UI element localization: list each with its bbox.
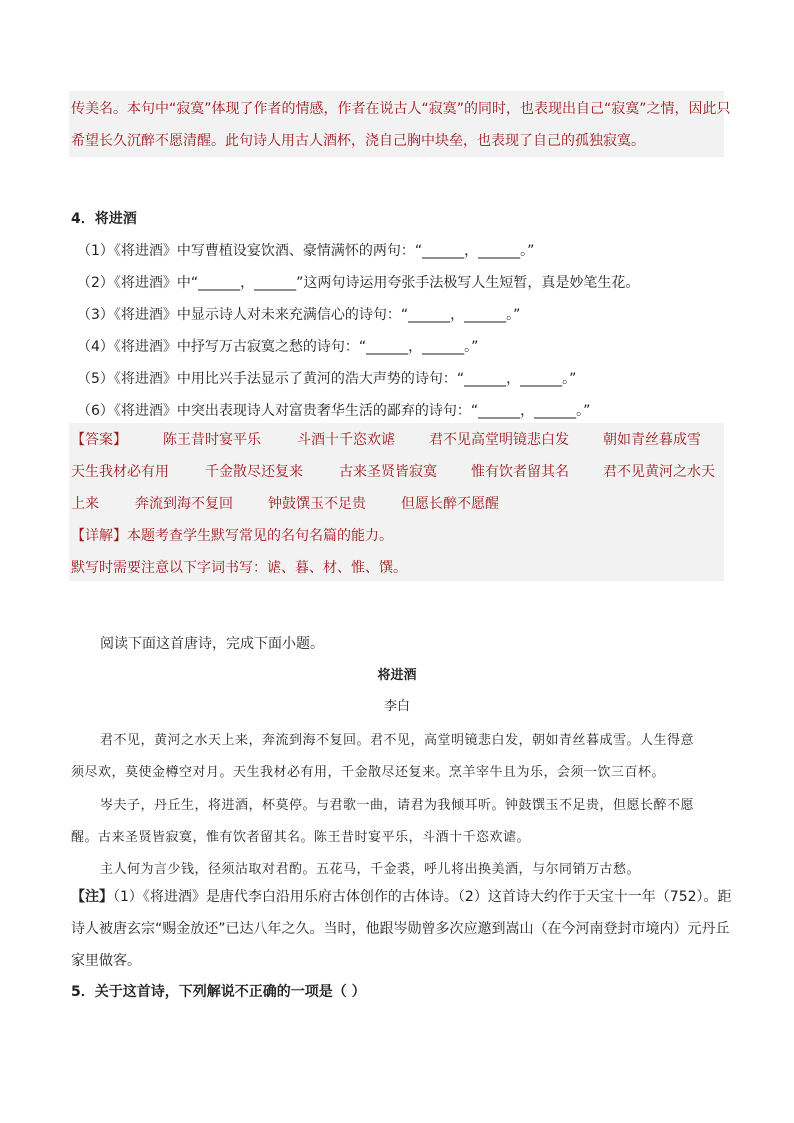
detail-text: 本题考查学生默写常见的名句名篇的能力。 [127,528,393,544]
question-4-title: 4．将进酒 [71,211,137,227]
question-item: （1）《将进酒》中写曹植设宴饮酒、豪情满怀的两句：“______，______。” [77,243,535,259]
detail-line: 默写时需要注意以下字词书写：谑、暮、材、惟、馔。 [71,560,407,576]
poem-line: 须尽欢，莫使金樽空对月。天生我材必有用，千金散尽还复来。烹羊宰牛且为乐，会须一饮三百杯。 [71,765,666,780]
poem-title: 将进酒 [377,668,417,683]
answer-text-line: 传美名。本句中“寂寞”体现了作者的情感，作者在说古人“寂寞”的同时，也表现出自己“寂寞”之情，因此只 [71,101,731,117]
detail-row [71,525,721,545]
question-item: （5）《将进酒》中用比兴手法显示了黄河的浩大声势的诗句：“______，______。” [77,371,577,387]
answer-item: 上来 [71,496,99,512]
question-item: （6）《将进酒》中突出表现诗人对富贵奢华生活的鄙弃的诗句：“______，______。” [77,403,591,419]
note-line [71,886,732,906]
answer-item: 君不见高堂明镜悲白发 [429,432,569,448]
answer-item: 古来圣贤皆寂寞 [339,464,437,480]
question-item: （2）《将进酒》中“______，______”这两句诗运用夸张手法极写人生短暂，真是妙笔生花。 [77,275,640,291]
answer-item: 但愿长醉不愿醒 [401,496,499,512]
poem-line: 君不见，黄河之水天上来，奔流到海不复回。君不见，高堂明镜悲白发，朝如青丝暮成雪。人生得意 [100,733,695,748]
poem-line: 岑夫子，丹丘生，将进酒，杯莫停。与君歌一曲，请君为我倾耳听。钟鼓馔玉不足贵，但愿长醉不愿 [100,798,695,813]
detail-tag: 【详解】 [71,528,127,544]
question-5: 5．关于这首诗，下列解说不正确的一项是（ ） [71,984,366,1000]
question-item: （3）《将进酒》中显示诗人对未来充满信心的诗句：“______，______。” [77,307,521,323]
answer-tag: 【答案】 [71,432,127,448]
answer-item: 天生我材必有用 [71,464,169,480]
answer-item: 斗酒十千恣欢谑 [297,432,395,448]
answer-row [71,461,721,481]
poem-author: 李白 [383,699,410,714]
answer-item: 君不见黄河之水天 [603,464,715,480]
poem-line: 醒。古来圣贤皆寂寞，惟有饮者留其名。陈王昔时宴平乐，斗酒十千恣欢谑。 [71,830,531,845]
answer-row [71,493,721,513]
note-text: （1）《将进酒》是唐代李白沿用乐府古体创作的古体诗。（2）这首诗大约作于天宝十一年（752）。距 [113,889,732,905]
answer-text-line: 希望长久沉醉不愿清醒。此句诗人用古人酒杯，浇自己胸中块垒，也表现了自己的孤独寂寞。 [71,133,645,149]
answer-item: 钟鼓馔玉不足贵 [268,496,366,512]
answer-item: 惟有饮者留其名 [471,464,569,480]
answer-item: 千金散尽还复来 [205,464,303,480]
previous-answer-block [69,91,731,157]
reading-intro: 阅读下面这首唐诗，完成下面小题。 [100,636,324,652]
note-line: 诗人被唐玄宗“赐金放还”已达八年之久。当时，他跟岑勋曾多次应邀到嵩山（在今河南登封市境内）元丹丘 [71,921,730,937]
answer-item: 朝如青丝暮成雪 [603,432,701,448]
note-line: 家里做客。 [71,953,141,969]
answer-row [71,429,721,449]
answer-block [69,423,724,581]
answer-item: 奔流到海不复回 [135,496,233,512]
question-item: （4）《将进酒》中抒写万古寂寞之愁的诗句：“______，______。” [77,339,479,355]
answer-item: 陈王昔时宴平乐 [163,432,261,448]
note-tag: 【注】 [71,889,113,905]
poem-line: 主人何为言少钱，径须沽取对君酌。五花马，千金裘，呼儿将出换美酒，与尔同销万古愁。 [100,862,641,877]
